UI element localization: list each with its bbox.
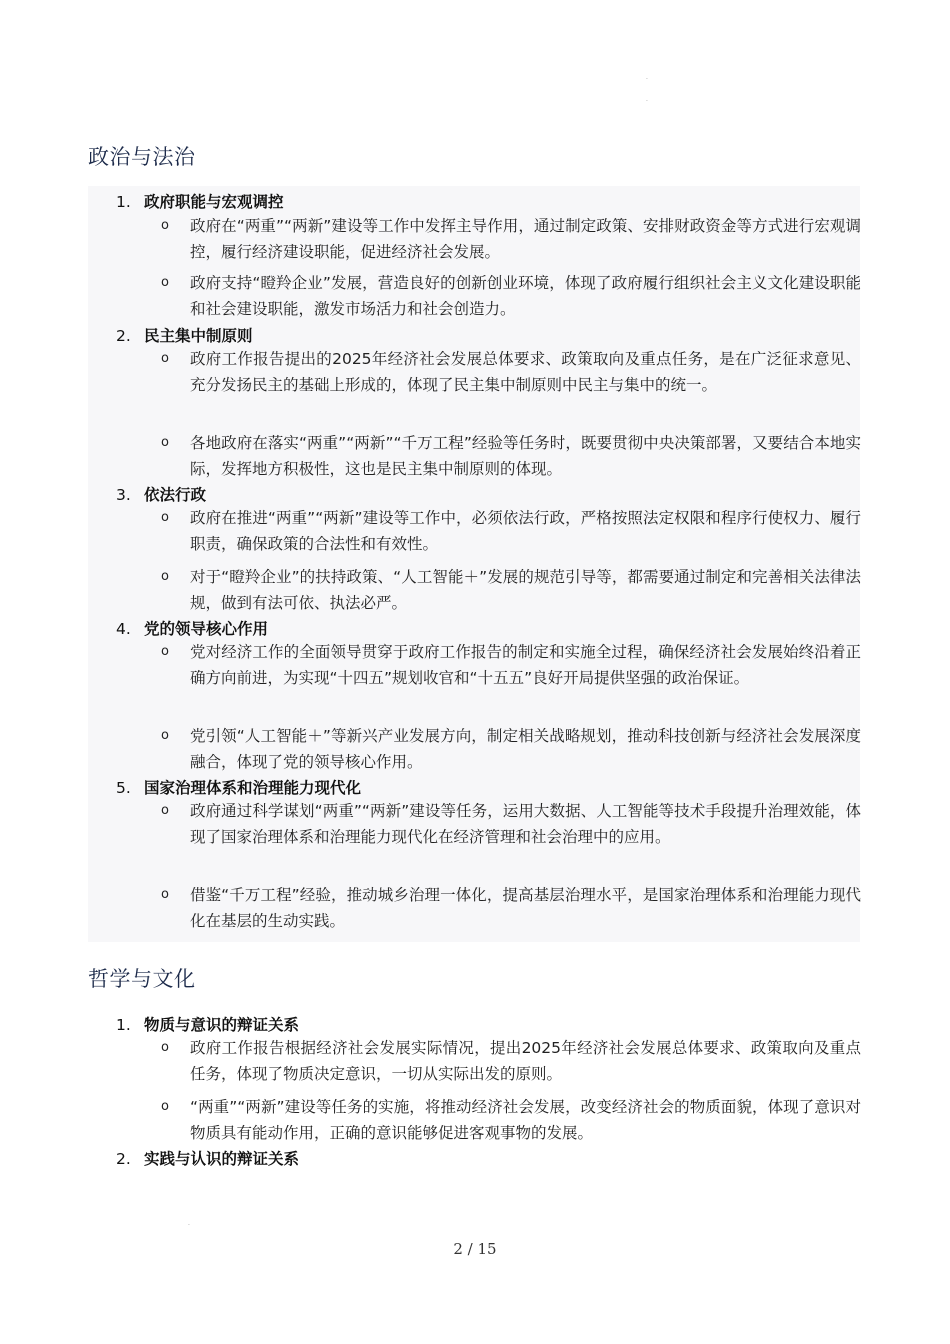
bullet-icon: o — [161, 1040, 169, 1055]
topic-title: 民主集中制原则 — [144, 327, 253, 345]
section-title: 政治与法治 — [88, 145, 196, 169]
bullet-icon: o — [161, 1099, 169, 1114]
list-item — [161, 430, 861, 482]
list-item-text: 政府支持“瞪羚企业”发展，营造良好的创新创业环境，体现了政府履行组织社会主义文化建设职能和社会建设职能，激发市场活力和社会创造力。 — [190, 274, 861, 318]
topic-title: 国家治理体系和治理能力现代化 — [144, 779, 362, 797]
list-item-text: “两重”“两新”建设等任务的实施，将推动经济社会发展，改变经济社会的物质面貌，体现了意识对物质具有能动作用，正确的意识能够促进客观事物的发展。 — [190, 1098, 861, 1142]
topic-heading — [116, 1147, 856, 1169]
list-item-text: 政府在推进“两重”“两新”建设等工作中，必须依法行政，严格按照法定权限和程序行使权力、履行职责，确保政策的合法性和有效性。 — [190, 509, 861, 553]
bullet-icon: o — [161, 728, 169, 743]
list-item — [161, 882, 861, 934]
topic-number: 1. — [116, 193, 131, 211]
list-item — [161, 346, 861, 398]
list-item — [161, 213, 861, 265]
topic-number: 2. — [116, 1150, 131, 1168]
list-item-text: 各地政府在落实“两重”“两新”“千万工程”经验等任务时，既要贯彻中央决策部署，又要结合本地实际，发挥地方积极性，这也是民主集中制原则的体现。 — [190, 434, 861, 478]
topic-heading — [116, 617, 856, 639]
list-item — [161, 505, 861, 557]
list-item-text: 对于“瞪羚企业”的扶持政策、“人工智能＋”发展的规范引导等，都需要通过制定和完善相关法律法规，做到有法可依、执法必严。 — [190, 568, 861, 612]
topic-number: 2. — [116, 327, 131, 345]
list-item — [161, 1035, 861, 1087]
list-item-text: 借鉴“千万工程”经验，推动城乡治理一体化，提高基层治理水平，是国家治理体系和治理能力现代化在基层的生动实践。 — [190, 886, 861, 930]
bullet-icon: o — [161, 644, 169, 659]
list-item-text: 政府工作报告根据经济社会发展实际情况，提出2025年经济社会发展总体要求、政策取向及重点任务，体现了物质决定意识，一切从实际出发的原则。 — [190, 1039, 861, 1083]
list-item-text: 政府工作报告提出的2025年经济社会发展总体要求、政策取向及重点任务，是在广泛征求意见、充分发扬民主的基础上形成的，体现了民主集中制原则中民主与集中的统一。 — [190, 350, 861, 394]
bullet-icon: o — [161, 275, 169, 290]
list-item — [161, 564, 861, 616]
topic-title: 政府职能与宏观调控 — [144, 193, 284, 211]
bullet-icon: o — [161, 435, 169, 450]
list-item — [161, 270, 861, 322]
bullet-icon: o — [161, 803, 169, 818]
page-number: 2 / 15 — [453, 1240, 497, 1258]
topic-title: 物质与意识的辩证关系 — [144, 1016, 300, 1034]
topic-title: 实践与认识的辩证关系 — [144, 1150, 300, 1168]
stray-mark: · — [188, 1222, 190, 1229]
list-item-text: 政府通过科学谋划“两重”“两新”建设等任务，运用大数据、人工智能等技术手段提升治理效能，体现了国家治理体系和治理能力现代化在经济管理和社会治理中的应用。 — [190, 802, 861, 846]
topic-heading — [116, 190, 856, 212]
topic-heading — [116, 1013, 856, 1035]
list-item — [161, 1094, 861, 1146]
list-item-text: 政府在“两重”“两新”建设等工作中发挥主导作用，通过制定政策、安排财政资金等方式进行宏观调控，履行经济建设职能，促进经济社会发展。 — [190, 217, 861, 261]
topic-title: 党的领导核心作用 — [144, 620, 269, 638]
list-item — [161, 639, 861, 691]
bullet-icon: o — [161, 351, 169, 366]
topic-number: 4. — [116, 620, 131, 638]
bullet-icon: o — [161, 569, 169, 584]
topic-heading — [116, 776, 856, 798]
list-item — [161, 798, 861, 850]
topic-number: 5. — [116, 779, 131, 797]
topic-number: 3. — [116, 486, 131, 504]
list-item — [161, 723, 861, 775]
bullet-icon: o — [161, 218, 169, 233]
stray-mark: · — [646, 76, 648, 83]
bullet-icon: o — [161, 510, 169, 525]
bullet-icon: o — [161, 887, 169, 902]
topic-heading — [116, 483, 856, 505]
topic-title: 依法行政 — [144, 486, 207, 504]
topic-heading — [116, 324, 856, 346]
stray-mark: · — [646, 98, 648, 105]
section-title: 哲学与文化 — [88, 967, 196, 991]
topic-number: 1. — [116, 1016, 131, 1034]
list-item-text: 党对经济工作的全面领导贯穿于政府工作报告的制定和实施全过程，确保经济社会发展始终沿着正确方向前进，为实现“十四五”规划收官和“十五五”良好开局提供坚强的政治保证。 — [190, 643, 861, 687]
list-item-text: 党引领“人工智能＋”等新兴产业发展方向，制定相关战略规划，推动科技创新与经济社会发展深度融合，体现了党的领导核心作用。 — [190, 727, 861, 771]
